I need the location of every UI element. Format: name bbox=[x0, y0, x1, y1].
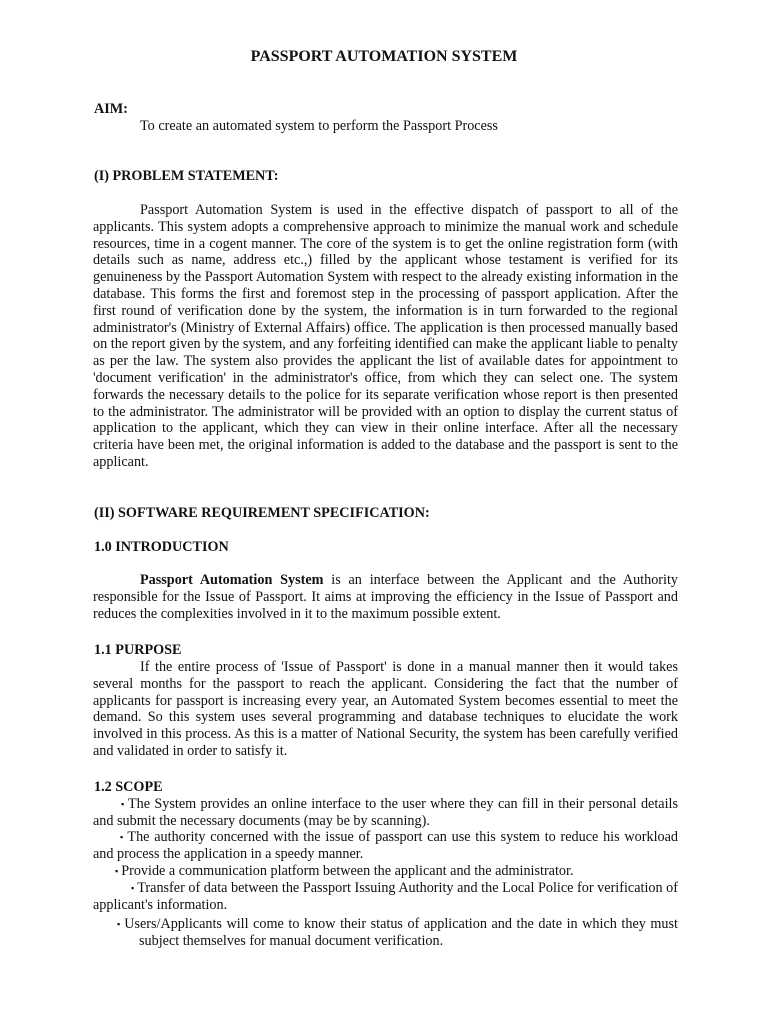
scope-bullet-text: The System provides an online interface to the user where they can fill in their personal details and submit the necessary documents (may be by scanning). bbox=[93, 796, 678, 829]
bullet-icon: ▪ bbox=[121, 799, 125, 809]
purpose-text: If the entire process of 'Issue of Passport' is done in a manual manner then it would takes several months for the passport to reach the applicant. Considering the fact that the number of applicants for passport is increasing every year, an Automated System becomes essential to meet the demand. So this system uses several programming and database techniques to elucidate the work involved in this process. As this is a matter of National Security, the system has been carefully verified and validated in order to satisfy it. bbox=[93, 659, 678, 759]
introduction-heading: 1.0 INTRODUCTION bbox=[94, 539, 229, 555]
bullet-icon: ▪ bbox=[117, 919, 122, 929]
purpose-paragraph bbox=[93, 659, 678, 760]
scope-heading: 1.2 SCOPE bbox=[94, 779, 163, 795]
problem-statement-text: Passport Automation System is used in the effective dispatch of passport to all of the applicants. This system adopts a comprehensive approach to minimize the manual work and schedule resources, time in a cogent manner. The core of the system is to get the online registration form (with details such as name, address etc.,) filled by the applicant whose testament is verified for its genuineness by the Passport Automation System with respect to the already existing information in the database. This forms the first and foremost step in the processing of passport application. After the first round of verification done by the system, the information is in turn forwarded to the regional administrator's (Ministry of External Affairs) office. The application is then processed manually based on the report given by the system, and any forfeiting identified can make the applicant liable to penalty as per the law. The system also provides the applicant the list of available dates for appointment to 'document verification' in the administrator's office, from which they can select one. The system forwards the necessary details to the police for its separate verification whose report is then presented to the administrator. The administrator will be provided with an option to display the current status of application to the applicant, which they can view in their online interface. After all the necessary criteria have been met, the original information is added to the database and the passport is sent to the applicant. bbox=[93, 202, 678, 470]
srs-heading: (II) SOFTWARE REQUIREMENT SPECIFICATION: bbox=[94, 505, 430, 521]
scope-bullet-text: Users/Applicants will come to know their status of application and the date in which they must subject themselves for manual document verification. bbox=[124, 916, 678, 949]
aim-heading: AIM: bbox=[94, 101, 128, 117]
scope-bullet-4 bbox=[93, 880, 678, 914]
scope-bullet-text: The authority concerned with the issue of passport can use this system to reduce his workload and process the application in a speedy manner. bbox=[93, 829, 678, 862]
scope-bullet-3 bbox=[93, 863, 678, 880]
introduction-paragraph bbox=[93, 572, 678, 622]
scope-bullet-text: Transfer of data between the Passport Issuing Authority and the Local Police for verification of applicant's information. bbox=[93, 880, 678, 913]
problem-statement-heading: (I) PROBLEM STATEMENT: bbox=[94, 168, 279, 184]
bullet-icon: ▪ bbox=[120, 832, 125, 842]
problem-statement-paragraph bbox=[93, 202, 678, 471]
page-title: PASSPORT AUTOMATION SYSTEM bbox=[250, 48, 518, 65]
bullet-icon: ▪ bbox=[115, 866, 119, 876]
scope-bullet-1 bbox=[93, 796, 678, 830]
introduction-bold-lead: Passport Automation System bbox=[140, 572, 324, 588]
scope-bullet-text: Provide a communication platform between the applicant and the administrator. bbox=[121, 863, 574, 879]
introduction-text: is an interface between the Applicant and the Authority responsible for the Issue of Passport. It aims at improving the efficiency in the Issue of Passport and reduces the complexities involved in it to the maximum possible extent. bbox=[93, 572, 678, 622]
scope-bullet-5 bbox=[93, 916, 678, 950]
scope-bullet-2 bbox=[93, 829, 678, 863]
aim-text: To create an automated system to perform the Passport Process bbox=[140, 118, 498, 134]
purpose-heading: 1.1 PURPOSE bbox=[94, 642, 182, 658]
bullet-icon: ▪ bbox=[131, 883, 135, 893]
